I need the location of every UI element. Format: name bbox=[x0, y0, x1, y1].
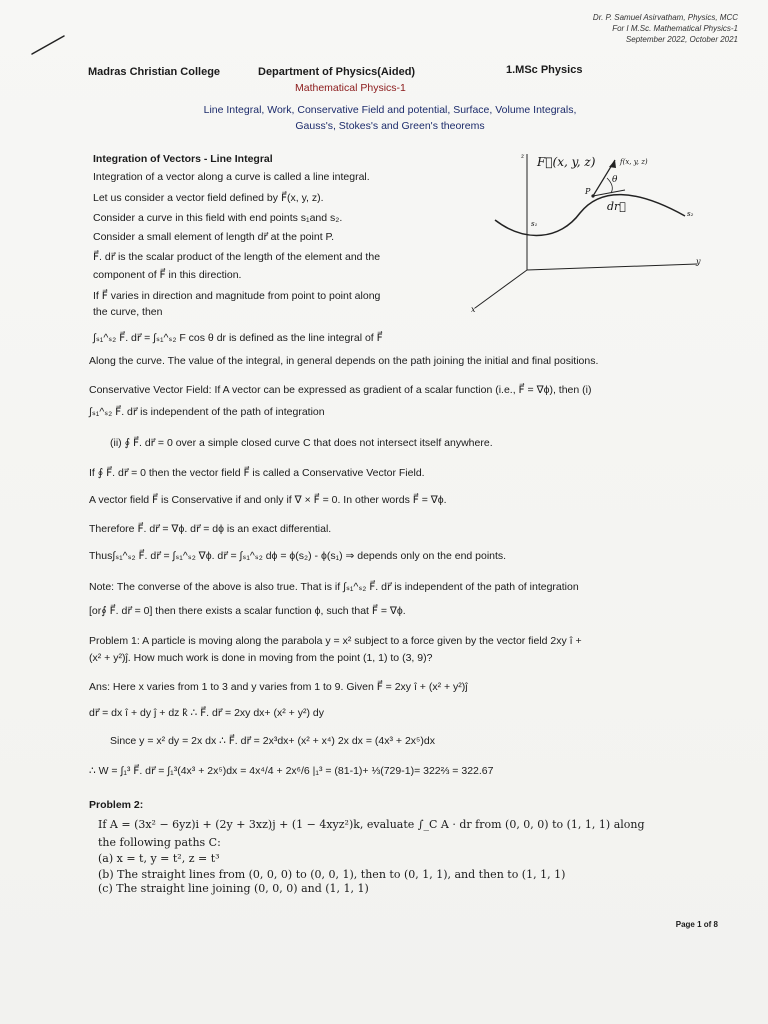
conservative-field-condition-ii: (ii) ∮ F⃗. dr⃗ = 0 over a simple closed curve C that does not intersect itself anywhere. bbox=[110, 437, 493, 449]
author-line-1: Dr. P. Samuel Asirvatham, Physics, MCC bbox=[592, 13, 738, 22]
point-p bbox=[591, 194, 594, 197]
theta-label: θ bbox=[612, 175, 618, 185]
problem-2-path-a: (a) x = t, y = t², z = t³ bbox=[98, 852, 220, 865]
subject-name: Mathematical Physics-1 bbox=[295, 82, 406, 94]
y-axis-label: y bbox=[696, 257, 701, 266]
author-block bbox=[593, 12, 738, 45]
note-line-1: Note: The converse of the above is also true. That is if ∫ₛ₁^ₛ₂ F⃗. dr⃗ is independent of the path of integration bbox=[89, 581, 579, 593]
field-vector-arrowhead bbox=[609, 160, 616, 168]
topics-line-1: Line Integral, Work, Conservative Field and potential, Surface, Volume Integrals, bbox=[203, 104, 577, 116]
s1-label: s₁ bbox=[531, 220, 538, 228]
course-name: 1.MSc Physics bbox=[506, 64, 583, 76]
paragraph: Therefore F⃗. dr⃗ = ∇ϕ. dr⃗ = dϕ is an exact differential. bbox=[89, 523, 332, 535]
y-axis bbox=[527, 264, 697, 270]
page-number: Page 1 of 8 bbox=[675, 920, 718, 929]
college-name: Madras Christian College bbox=[88, 66, 221, 78]
dr-label: dr⃗ bbox=[607, 200, 626, 213]
problem-2-line-1: If A = (3x² − 6yz)i + (2y + 3xz)j + (1 − 4xyz²)k, evaluate ∫_C A · dr from (0, 0, 0) to (1, 1, 1) along bbox=[98, 818, 645, 831]
problem-2-heading: Problem 2: bbox=[89, 799, 144, 811]
problem-2-path-b: (b) The straight lines from (0, 0, 0) to (0, 0, 1), then to (0, 1, 1), and then to (1, 1, 1) bbox=[98, 868, 566, 881]
problem-2-line-2: the following paths C: bbox=[98, 836, 221, 849]
paragraph: F⃗. dr⃗ is the scalar product of the length of the element and the bbox=[93, 251, 381, 263]
problem-1-line-1: Problem 1: A particle is moving along the parabola y = x² subject to a force given by the vector field 2xy î + bbox=[89, 635, 582, 647]
conservative-field-condition-i: ∫ₛ₁^ₛ₂ F⃗. dr⃗ is independent of the path of integration bbox=[89, 406, 325, 418]
paragraph: A vector field F⃗ is Conservative if and only if ∇ × F⃗ = 0. In other words F⃗ = ∇ϕ. bbox=[89, 494, 447, 506]
topics-line-2: Gauss's, Stokes's and Green's theorems bbox=[295, 120, 485, 132]
note-line-2: [or∮ F⃗. dr⃗ = 0] then there exists a scalar function ϕ, such that F⃗ = ∇ϕ. bbox=[89, 605, 406, 617]
paragraph: Consider a curve in this field with end points s₁and s₂. bbox=[93, 212, 343, 224]
x-axis-label: x bbox=[471, 305, 476, 314]
paragraph: Integration of a vector along a curve is called a line integral. bbox=[93, 171, 370, 183]
problem-1-answer: Ans: Here x varies from 1 to 3 and y varies from 1 to 9. Given F⃗ = 2xy î + (x² + y²)ĵ bbox=[89, 681, 468, 693]
problem-1-work: ∴ W = ∫₁³ F⃗. dr⃗ = ∫₁³(4x³ + 2x⁵)dx = 4x⁴/4 + 2x⁶/6 |₁³ = (81-1)+ ⅓(729-1)= 322⅔ = 322.67 bbox=[89, 765, 494, 777]
paragraph: component of F⃗ in this direction. bbox=[93, 269, 242, 281]
s2-label: s₂ bbox=[687, 210, 694, 218]
paragraph: If F⃗ varies in direction and magnitude from point to point along bbox=[93, 290, 381, 302]
section-heading-line-integral: Integration of Vectors - Line Integral bbox=[93, 153, 273, 165]
topics-block bbox=[150, 102, 630, 134]
author-line-3: September 2022, October 2021 bbox=[625, 35, 738, 44]
department-name: Department of Physics(Aided) bbox=[258, 66, 416, 78]
curve-path bbox=[495, 195, 685, 236]
paragraph: Consider a small element of length dr⃗ at the point P. bbox=[93, 231, 335, 243]
line-integral-definition: ∫ₛ₁^ₛ₂ F⃗. dr⃗ = ∫ₛ₁^ₛ₂ F cos θ dr is defined as the line integral of F⃗ bbox=[93, 332, 383, 344]
vector-label: f(x, y, z) bbox=[620, 158, 648, 166]
point-label: P bbox=[585, 187, 591, 196]
x-axis bbox=[475, 270, 527, 308]
paragraph: Let us consider a vector field defined by F⃗(x, y, z). bbox=[93, 192, 324, 204]
paragraph: If ∮ F⃗. dr⃗ = 0 then the vector field F⃗ is called a Conservative Vector Field. bbox=[89, 467, 425, 479]
author-line-2: For I M.Sc. Mathematical Physics-1 bbox=[612, 24, 738, 33]
paragraph: Along the curve. The value of the integral, in general depends on the path joining the initial and final positions. bbox=[89, 355, 599, 367]
paragraph: Thus∫ₛ₁^ₛ₂ F⃗. dr⃗ = ∫ₛ₁^ₛ₂ ∇ϕ. dr⃗ = ∫ₛ₁^ₛ₂ dϕ = ϕ(s₂) - ϕ(s₁) ⇒ depends only on the end points. bbox=[89, 550, 507, 562]
z-axis-label: z bbox=[521, 153, 525, 160]
field-label: F⃗(x, y, z) bbox=[537, 155, 596, 169]
line-integral-figure bbox=[465, 148, 715, 323]
conservative-field-definition: Conservative Vector Field: If A vector can be expressed as gradient of a scalar function (i.e., F⃗ = ∇ϕ), then (i) bbox=[89, 384, 592, 396]
problem-1-line-2: (x² + y²)ĵ. How much work is done in moving from the point (1, 1) to (3, 9)? bbox=[89, 652, 433, 664]
paragraph: the curve, then bbox=[93, 306, 163, 318]
pen-stroke-mark bbox=[28, 30, 68, 60]
problem-2-path-c: (c) The straight line joining (0, 0, 0) and (1, 1, 1) bbox=[98, 882, 369, 895]
problem-1-dr: dr⃗ = dx î + dy ĵ + dz k̂ ∴ F⃗. dr⃗ = 2xy dx+ (x² + y²) dy bbox=[89, 707, 324, 719]
problem-1-since: Since y = x² dy = 2x dx ∴ F⃗. dr⃗ = 2x³dx+ (x² + x⁴) 2x dx = (4x³ + 2x⁵)dx bbox=[110, 735, 435, 747]
